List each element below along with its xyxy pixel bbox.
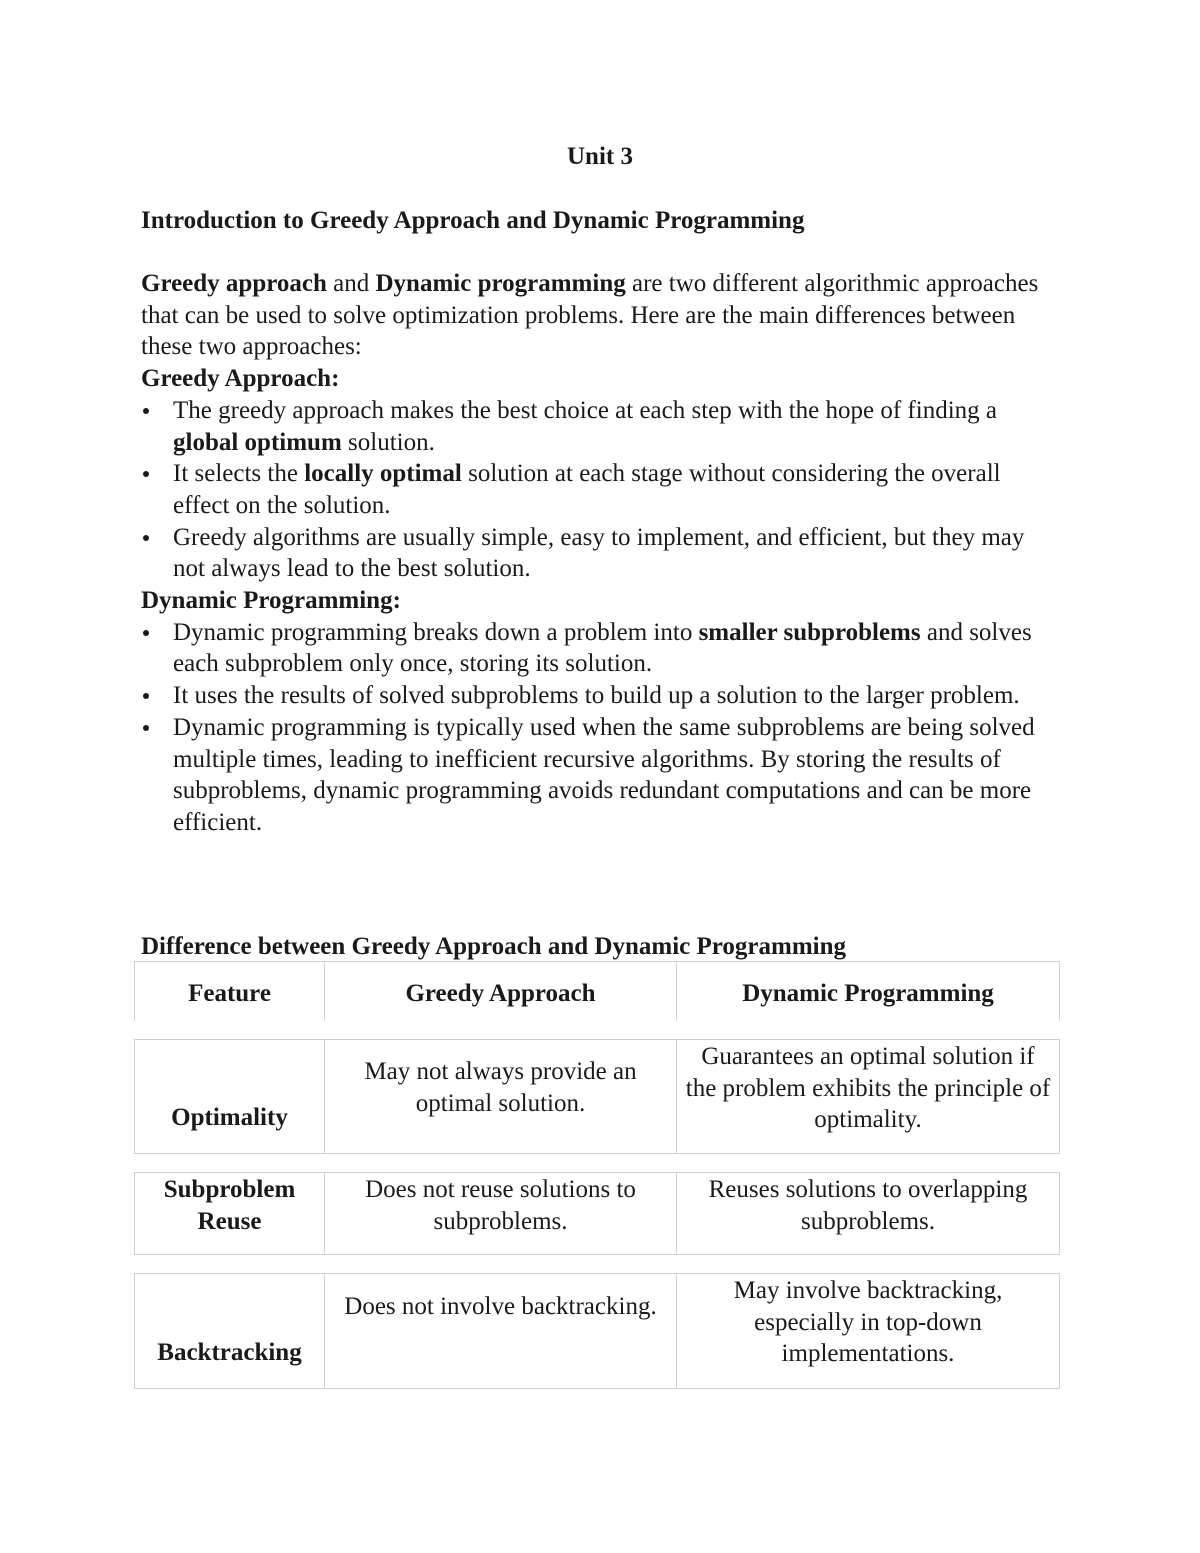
bold-term: global optimum [173,428,342,456]
difference-heading: Difference between Greedy Approach and Dynamic Programming [141,933,847,960]
table-row [134,1039,1060,1154]
dp-cell: Guarantees an optimal solution if the problem exhibits the principle of optimality. [676,1040,1059,1153]
intro-heading: Introduction to Greedy Approach and Dynamic Programming [141,207,805,234]
list-item-text: and solves each subproblem only once, storing its solution. [173,618,1032,678]
list-item: Dynamic programming is typically used when the same subproblems are being solved multiple times, leading to inefficient recursive algorithms. By storing the results of subproblems, dynamic programming avoids redundant computations and can be more efficient. [141,712,1061,839]
greedy-list [141,395,1061,585]
dp-cell: Reuses solutions to overlapping subproblems. [676,1173,1059,1254]
feature-cell: Subproblem Reuse [163,1176,296,1235]
intro-rest: are two different algorithmic approaches that can be used to solve optimization problems. Here are the main differences between these two approaches: [141,270,1039,361]
table-header-row [134,961,1060,1021]
term-greedy: Greedy approach [141,270,327,297]
intro-paragraph [141,268,1061,363]
header-cell: Dynamic Programming [676,962,1059,1021]
list-item-text: Dynamic programming breaks down a problem into [173,618,699,646]
list-item [141,458,1061,521]
body-text [141,268,1061,839]
table-row [134,1273,1060,1389]
list-item-text: It selects the [173,460,305,488]
list-item [141,395,1061,458]
bold-term: locally optimal [304,460,462,488]
greedy-label: Greedy Approach: [141,365,340,393]
dp-list [141,617,1061,839]
list-item-text: solution at each stage without considering the overall effect on the solution. [173,460,1001,519]
table-row [134,1172,1060,1255]
list-item [141,617,1061,680]
dp-label: Dynamic Programming: [141,587,401,615]
list-item-text: solution. [341,428,435,456]
unit-title: Unit 3 [567,143,633,170]
term-dp: Dynamic programming [375,270,626,297]
list-item: Greedy algorithms are usually simple, easy to implement, and efficient, but they may not always lead to the best solution. [141,522,1061,585]
greedy-cell: Does not reuse solutions to subproblems. [324,1173,676,1254]
greedy-cell: Does not involve backtracking. [324,1274,676,1388]
greedy-cell: May not always provide an optimal solution. [324,1040,676,1153]
comparison-table [134,961,1060,1389]
feature-cell: Backtracking [157,1339,302,1366]
bold-term: smaller subproblems [698,618,921,646]
header-cell: Feature [188,980,271,1007]
list-item-text: The greedy approach makes the best choice at each step with the hope of finding a [173,396,997,424]
dp-cell: May involve backtracking, especially in top-down implementations. [676,1274,1059,1388]
feature-cell: Optimality [171,1104,288,1131]
list-item: It uses the results of solved subproblems to build up a solution to the larger problem. [141,680,1061,712]
header-cell: Greedy Approach [324,962,676,1021]
intro-and: and [326,270,376,297]
